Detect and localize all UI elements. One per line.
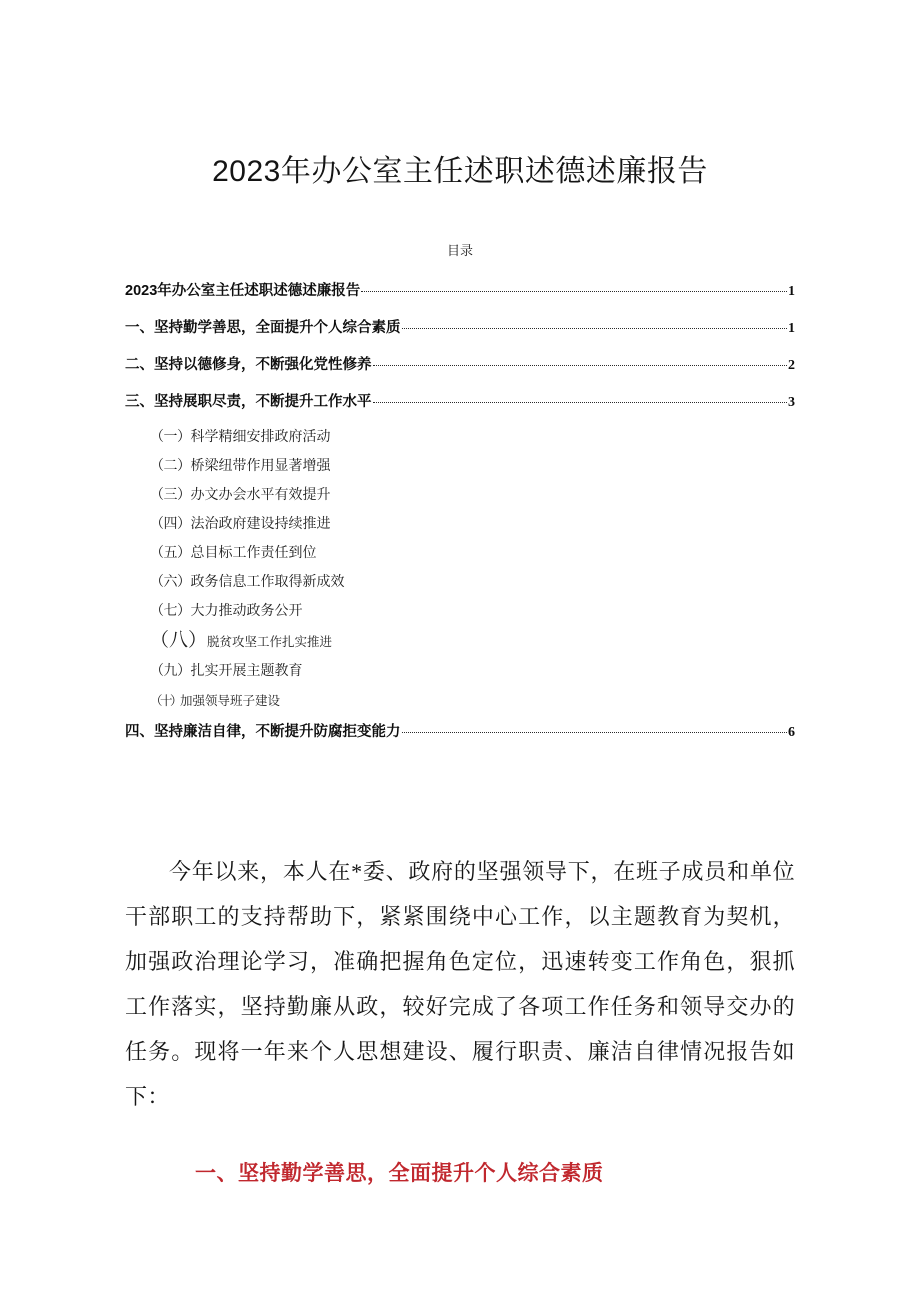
toc-entry-label: 扎实开展主题教育: [190, 664, 303, 679]
toc-entry-label: 办文办会水平有效提升: [190, 488, 331, 503]
toc-entry-level2[interactable]: [125, 630, 795, 651]
toc-page-number: 1: [788, 284, 795, 299]
toc-entry-number: （三）: [150, 488, 191, 503]
section-heading-1: 一、坚持勤学善思，全面提升个人综合素质: [195, 1162, 604, 1185]
toc-list: [125, 282, 795, 741]
toc-entry-label: 科学精细安排政府活动: [190, 430, 331, 445]
toc-page-number: 2: [788, 358, 795, 373]
toc-entry-level2[interactable]: [125, 693, 795, 710]
toc-entry-label: 2023年办公室主任述职述德述廉报告: [125, 283, 361, 299]
toc-entry-level2[interactable]: [125, 430, 795, 446]
toc-entry-label: 桥梁纽带作用显著增强: [190, 459, 331, 474]
body-content: [125, 849, 795, 1189]
toc-entry-level2[interactable]: [125, 575, 795, 591]
toc-dot-leader: [361, 282, 787, 295]
toc-entry-level1[interactable]: [125, 393, 795, 411]
toc-entry-number: （十）: [150, 694, 181, 708]
opening-paragraph: 今年以来，本人在*委、政府的坚强领导下，在班子成员和单位干部职工的支持帮助下，紧紧围绕中心工作，以主题教育为契机，加强政治理论学习，准确把握角色定位，迅速转变工作角色，狠抓工作落实，坚持勤廉从政，较好完成了各项工作任务和领导交办的任务。现将一年来个人思想建设、履行职责、廉洁自律情况报告如下：: [125, 859, 795, 1109]
page-title: 2023年办公室主任述职述德述廉报告: [212, 155, 708, 188]
toc-entry-label: 三、坚持展职尽责，不断提升工作水平: [125, 394, 372, 410]
toc-entry-number: （九）: [150, 664, 191, 679]
toc-entry-level2[interactable]: [125, 517, 795, 533]
table-of-contents: [125, 242, 795, 741]
toc-entry-level2[interactable]: [125, 604, 795, 620]
toc-entry-label: 脱贫攻坚工作扎实推进: [207, 635, 333, 649]
toc-entry-level1[interactable]: [125, 356, 795, 374]
toc-entry-label: 四、坚持廉洁自律，不断提升防腐拒变能力: [125, 724, 401, 740]
toc-page-number: 3: [788, 395, 795, 410]
toc-entry-level2[interactable]: [125, 664, 795, 680]
toc-dot-leader: [402, 319, 788, 332]
toc-entry-level2[interactable]: [125, 546, 795, 562]
toc-page-number: 1: [788, 321, 795, 336]
toc-entry-level1[interactable]: [125, 282, 795, 300]
toc-entry-label: 总目标工作责任到位: [190, 546, 317, 561]
toc-entry-label: 政务信息工作取得新成效: [190, 575, 345, 590]
toc-entry-number: （八）: [150, 630, 208, 651]
toc-page-number: 6: [788, 725, 795, 740]
toc-entry-number: （七）: [150, 604, 191, 619]
toc-entry-level1[interactable]: [125, 319, 795, 337]
toc-entry-label: 加强领导班子建设: [180, 694, 281, 708]
toc-entry-number: （五）: [150, 546, 191, 561]
toc-dot-leader: [373, 356, 788, 369]
toc-entry-number: （四）: [150, 517, 191, 532]
toc-entry-level2[interactable]: [125, 459, 795, 475]
toc-entry-label: 二、坚持以德修身，不断强化党性修养: [125, 357, 372, 373]
toc-entry-label: 大力推动政务公开: [190, 604, 303, 619]
toc-entry-level2[interactable]: [125, 488, 795, 504]
toc-entry-level1[interactable]: [125, 723, 795, 741]
toc-entry-number: （二）: [150, 459, 191, 474]
toc-dot-leader: [373, 393, 788, 406]
toc-dot-leader: [402, 723, 788, 736]
toc-heading: 目录: [446, 243, 473, 258]
toc-entry-number: （一）: [150, 430, 191, 445]
toc-entry-label: 一、坚持勤学善思，全面提升个人综合素质: [125, 320, 401, 336]
toc-entry-number: （六）: [150, 575, 191, 590]
toc-entry-label: 法治政府建设持续推进: [190, 517, 331, 532]
